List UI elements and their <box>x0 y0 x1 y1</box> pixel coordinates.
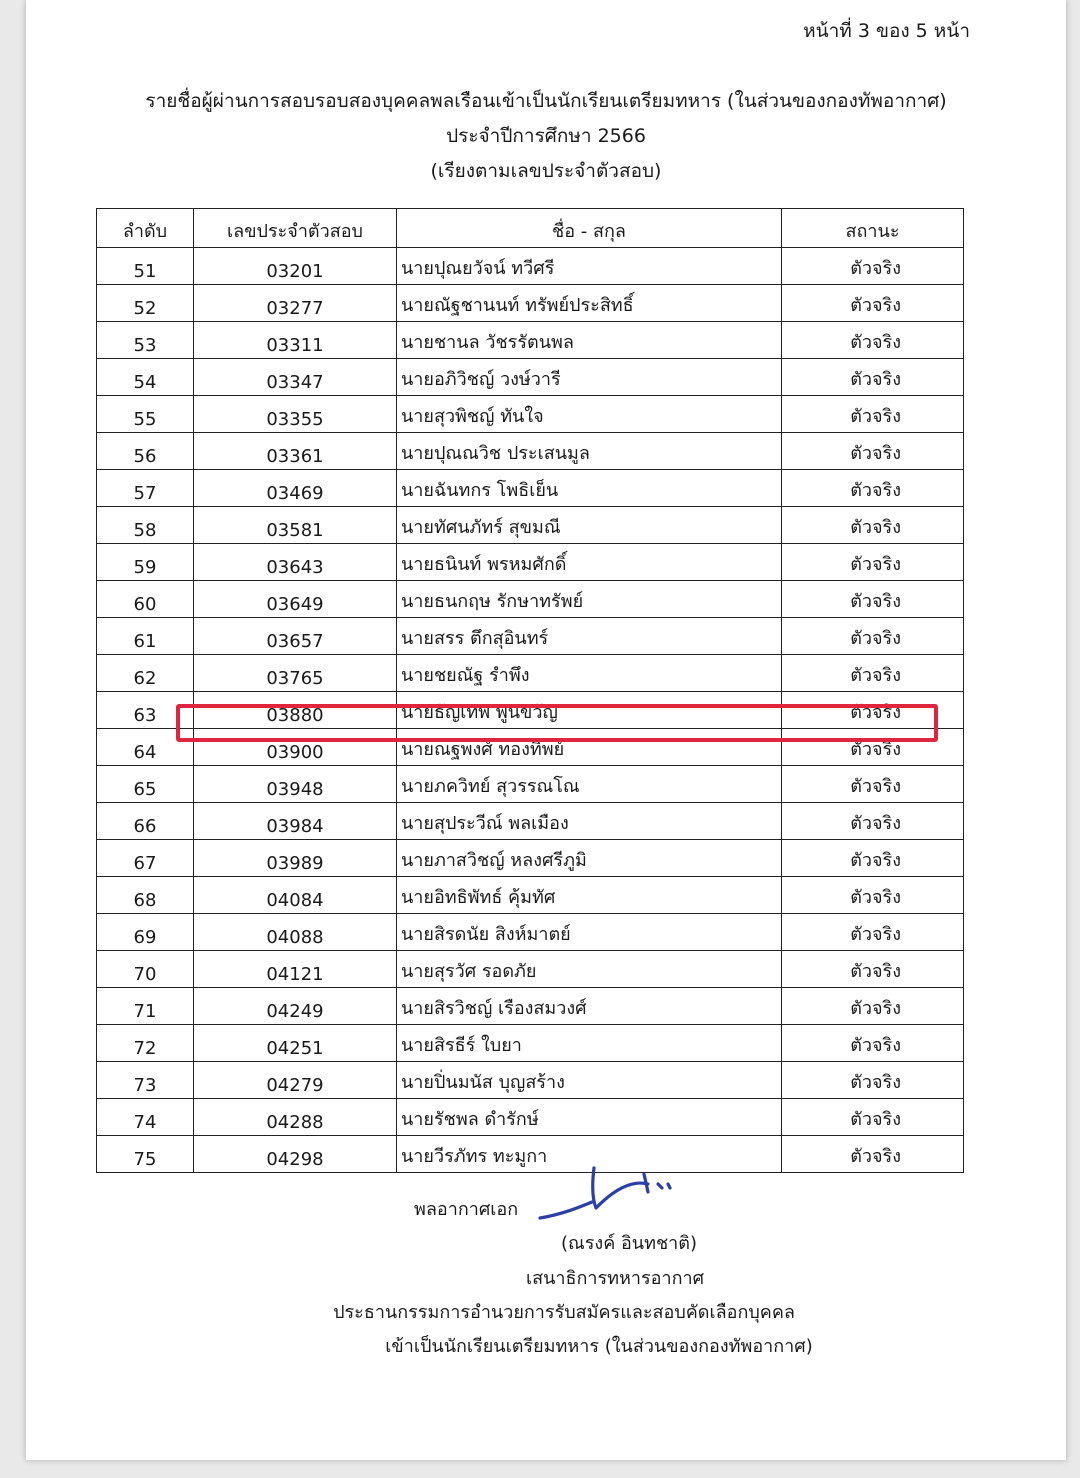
table-row <box>97 359 964 396</box>
cell-order: 53 <box>97 322 194 359</box>
cell-order: 68 <box>97 877 194 914</box>
cell-status: ตัวจริง <box>782 1099 964 1136</box>
cell-exam-id: 03581 <box>194 507 397 544</box>
table-row <box>97 285 964 322</box>
cell-exam-id: 04084 <box>194 877 397 914</box>
heading-line-3: (เรียงตามเลขประจำตัวสอบ) <box>430 160 662 182</box>
table-row <box>97 988 964 1025</box>
cell-full-name: นายวีรภัทร ทะมูกา <box>397 1136 782 1173</box>
table-row <box>97 655 964 692</box>
cell-exam-id: 03765 <box>194 655 397 692</box>
cell-exam-id: 03643 <box>194 544 397 581</box>
cell-status: ตัวจริง <box>782 248 964 285</box>
cell-order: 70 <box>97 951 194 988</box>
cell-exam-id: 03989 <box>194 840 397 877</box>
cell-status: ตัวจริง <box>782 803 964 840</box>
cell-exam-id: 03657 <box>194 618 397 655</box>
cell-status: ตัวจริง <box>782 285 964 322</box>
cell-order: 58 <box>97 507 194 544</box>
cell-status: ตัวจริง <box>782 729 964 766</box>
signatory-role-line-1: ประธานกรรมการอำนวยการรับสมัครและสอบคัดเลือกบุคคล <box>333 1302 795 1323</box>
cell-exam-id: 03277 <box>194 285 397 322</box>
signatory-title: เสนาธิการทหารอากาศ <box>525 1268 705 1289</box>
page-number: หน้าที่ 3 ของ 5 หน้า <box>803 20 970 42</box>
cell-full-name: นายอภิวิชญ์ วงษ์วารี <box>397 359 782 396</box>
table-row <box>97 470 964 507</box>
handwritten-signature <box>534 1164 674 1224</box>
cell-status: ตัวจริง <box>782 1062 964 1099</box>
cell-exam-id: 04288 <box>194 1099 397 1136</box>
cell-status: ตัวจริง <box>782 1136 964 1173</box>
cell-full-name: นายปิ่นมนัส บุญสร้าง <box>397 1062 782 1099</box>
table-row <box>97 618 964 655</box>
results-table <box>96 208 964 1173</box>
cell-order: 61 <box>97 618 194 655</box>
cell-order: 54 <box>97 359 194 396</box>
header-full-name: ชื่อ - สกุล <box>397 209 782 248</box>
cell-full-name: นายอิทธิพัทธ์ คุ้มทัศ <box>397 877 782 914</box>
table-row <box>97 729 964 766</box>
cell-full-name: นายสุรวัศ รอดภัย <box>397 951 782 988</box>
cell-order: 74 <box>97 1099 194 1136</box>
cell-full-name: นายฉันทกร โพธิเย็น <box>397 470 782 507</box>
cell-order: 51 <box>97 248 194 285</box>
cell-exam-id: 03201 <box>194 248 397 285</box>
cell-order: 73 <box>97 1062 194 1099</box>
cell-status: ตัวจริง <box>782 581 964 618</box>
header-order: ลำดับ <box>97 209 194 248</box>
cell-order: 75 <box>97 1136 194 1173</box>
cell-exam-id: 03355 <box>194 396 397 433</box>
table-row <box>97 914 964 951</box>
cell-status: ตัวจริง <box>782 877 964 914</box>
cell-order: 64 <box>97 729 194 766</box>
cell-full-name: นายสิรดนัย สิงห์มาตย์ <box>397 914 782 951</box>
document-heading <box>26 84 1066 189</box>
cell-order: 60 <box>97 581 194 618</box>
cell-full-name: นายภควิทย์ สุวรรณโณ <box>397 766 782 803</box>
cell-exam-id: 03984 <box>194 803 397 840</box>
cell-full-name: นายธนกฤษ รักษาทรัพย์ <box>397 581 782 618</box>
signatory-rank: พลอากาศเอก <box>414 1199 519 1220</box>
table-row <box>97 1025 964 1062</box>
cell-order: 55 <box>97 396 194 433</box>
table-row <box>97 433 964 470</box>
cell-full-name: นายณัฐชานนท์ ทรัพย์ประสิทธิ์ <box>397 285 782 322</box>
cell-status: ตัวจริง <box>782 1025 964 1062</box>
cell-status: ตัวจริง <box>782 322 964 359</box>
cell-exam-id: 03649 <box>194 581 397 618</box>
cell-status: ตัวจริง <box>782 470 964 507</box>
cell-full-name: นายรัชพล ดำรักษ์ <box>397 1099 782 1136</box>
cell-status: ตัวจริง <box>782 988 964 1025</box>
document-page <box>26 0 1066 1460</box>
cell-order: 57 <box>97 470 194 507</box>
header-exam-id: เลขประจำตัวสอบ <box>194 209 397 248</box>
cell-status: ตัวจริง <box>782 840 964 877</box>
table-row <box>97 248 964 285</box>
cell-order: 72 <box>97 1025 194 1062</box>
heading-line-2: ประจำปีการศึกษา 2566 <box>446 125 646 147</box>
cell-exam-id: 03948 <box>194 766 397 803</box>
signatory-name: (ณรงค์ อินทชาติ) <box>561 1233 697 1254</box>
cell-full-name: นายสรร ตึกสุอินทร์ <box>397 618 782 655</box>
cell-full-name: นายชานล วัชรรัตนพล <box>397 322 782 359</box>
table-row <box>97 1136 964 1173</box>
cell-exam-id: 04249 <box>194 988 397 1025</box>
cell-order: 71 <box>97 988 194 1025</box>
cell-status: ตัวจริง <box>782 544 964 581</box>
table-row <box>97 1099 964 1136</box>
cell-exam-id: 03347 <box>194 359 397 396</box>
table-row <box>97 581 964 618</box>
cell-full-name: นายสุวพิชญ์ ทันใจ <box>397 396 782 433</box>
table-row <box>97 322 964 359</box>
table-row <box>97 803 964 840</box>
table-row <box>97 544 964 581</box>
cell-status: ตัวจริง <box>782 692 964 729</box>
cell-full-name: นายภาสวิชญ์ หลงศรีภูมิ <box>397 840 782 877</box>
cell-exam-id: 04279 <box>194 1062 397 1099</box>
table-row <box>97 692 964 729</box>
cell-exam-id: 04088 <box>194 914 397 951</box>
cell-status: ตัวจริง <box>782 359 964 396</box>
cell-status: ตัวจริง <box>782 507 964 544</box>
cell-order: 67 <box>97 840 194 877</box>
header-status: สถานะ <box>782 209 964 248</box>
cell-order: 56 <box>97 433 194 470</box>
cell-full-name: นายปุณยวัจน์ ทวีศรี <box>397 248 782 285</box>
table-row <box>97 951 964 988</box>
signatory-role-line-2: เข้าเป็นนักเรียนเตรียมทหาร (ในส่วนของกองทัพอากาศ) <box>385 1336 813 1357</box>
cell-order: 66 <box>97 803 194 840</box>
table-header-row <box>97 209 964 248</box>
table-row <box>97 766 964 803</box>
cell-full-name: นายปุณณวิช ประเสนมูล <box>397 433 782 470</box>
cell-order: 52 <box>97 285 194 322</box>
cell-exam-id: 03900 <box>194 729 397 766</box>
table-row <box>97 877 964 914</box>
cell-status: ตัวจริง <box>782 396 964 433</box>
cell-exam-id: 03361 <box>194 433 397 470</box>
cell-full-name: นายณฐพงศ์ ทองทิพย์ <box>397 729 782 766</box>
cell-order: 65 <box>97 766 194 803</box>
cell-full-name: นายทัศนภัทร์ สุขมณี <box>397 507 782 544</box>
cell-full-name: นายสุประวีณ์ พลเมือง <box>397 803 782 840</box>
cell-exam-id: 03311 <box>194 322 397 359</box>
cell-status: ตัวจริง <box>782 433 964 470</box>
cell-status: ตัวจริง <box>782 914 964 951</box>
cell-exam-id: 03880 <box>194 692 397 729</box>
cell-order: 59 <box>97 544 194 581</box>
cell-exam-id: 04251 <box>194 1025 397 1062</box>
cell-full-name: นายชยณัฐ รำพึง <box>397 655 782 692</box>
cell-full-name: นายธนินท์ พรหมศักดิ์ <box>397 544 782 581</box>
cell-exam-id: 04121 <box>194 951 397 988</box>
cell-order: 63 <box>97 692 194 729</box>
cell-order: 62 <box>97 655 194 692</box>
heading-line-1: รายชื่อผู้ผ่านการสอบรอบสองบุคคลพลเรือนเข้าเป็นนักเรียนเตรียมทหาร (ในส่วนของกองทัพอากาศ) <box>145 90 947 112</box>
cell-full-name: นายธัญเทพ พูนขวัญ <box>397 692 782 729</box>
cell-status: ตัวจริง <box>782 951 964 988</box>
table-body <box>97 248 964 1173</box>
cell-exam-id: 03469 <box>194 470 397 507</box>
table-row <box>97 396 964 433</box>
cell-status: ตัวจริง <box>782 618 964 655</box>
cell-status: ตัวจริง <box>782 766 964 803</box>
table-row <box>97 507 964 544</box>
table-row <box>97 1062 964 1099</box>
table-row <box>97 840 964 877</box>
cell-status: ตัวจริง <box>782 655 964 692</box>
cell-full-name: นายสิรวิชญ์ เรืองสมวงศ์ <box>397 988 782 1025</box>
cell-order: 69 <box>97 914 194 951</box>
cell-full-name: นายสิรธีร์ ใบยา <box>397 1025 782 1062</box>
cell-exam-id: 04298 <box>194 1136 397 1173</box>
